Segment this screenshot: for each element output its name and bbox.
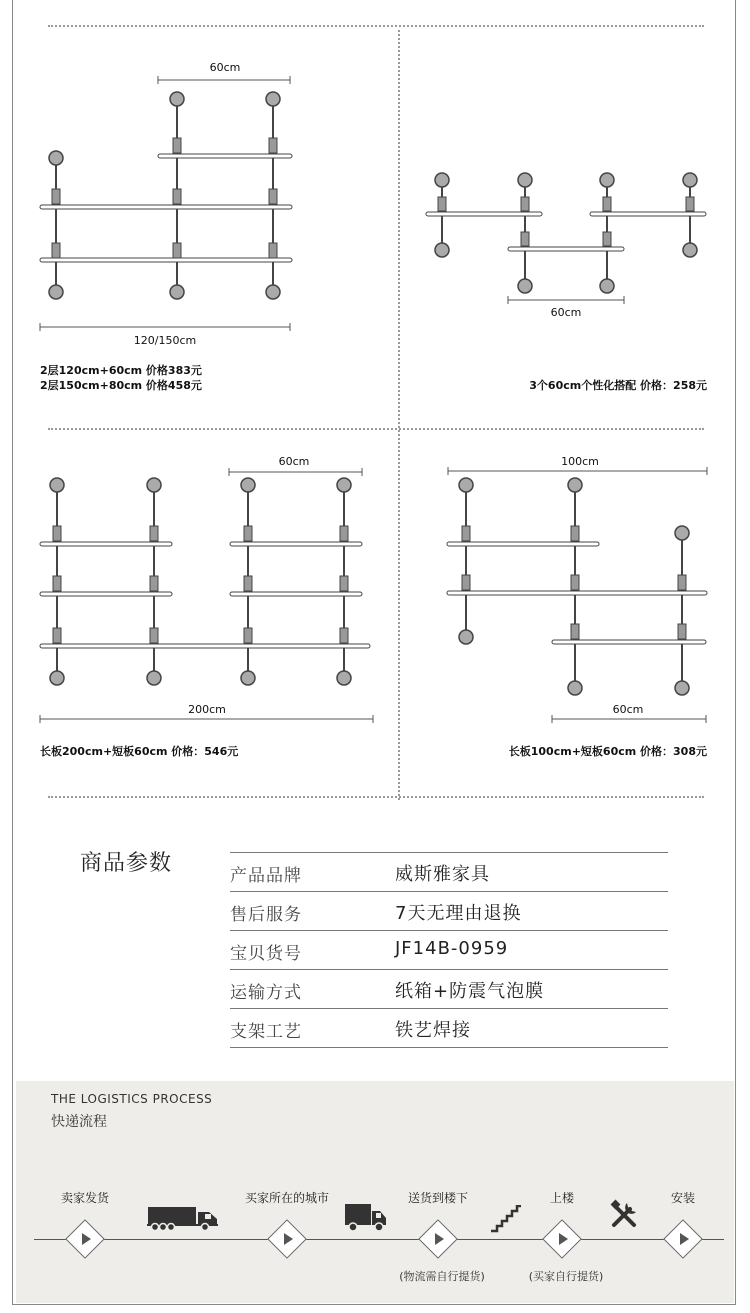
param-key: 支架工艺 [230,1022,302,1042]
params-row [230,931,668,970]
logistics-title-en: THE LOGISTICS PROCESS [51,1092,213,1106]
params-row [230,892,668,931]
params-row [230,970,668,1009]
play-icon [435,1233,444,1245]
price-caption-line2: 2层150cm+80cm 价格458元 [40,379,202,392]
param-key: 产品品牌 [230,866,302,886]
price-caption: 长板200cm+短板60cm 价格：546元 [40,745,239,758]
params-title: 商品参数 [80,851,173,876]
config-panel-1 [0,0,400,420]
param-key: 宝贝货号 [230,944,302,964]
dimension-top: 60cm [278,455,310,468]
config-panel-4 [400,430,740,800]
price-caption-line1: 2层120cm+60cm 价格383元 [40,364,202,377]
params-row [230,853,668,892]
dimension-top: 100cm [561,455,599,468]
step-label-delivered-downstairs: 送货到楼下 [407,1191,469,1205]
param-value: 7天无理由退换 [395,903,522,924]
price-caption: 长板100cm+短板60cm 价格：308元 [508,745,707,758]
params-row [230,1009,668,1048]
delivery-van-icon [344,1202,388,1232]
param-value: 威斯雅家具 [395,864,490,885]
params-table [230,852,668,1048]
play-icon [680,1233,689,1245]
logistics-section [16,1081,734,1303]
play-icon [284,1233,293,1245]
param-value: 铁艺焊接 [395,1020,471,1041]
config-panel-2 [400,0,740,420]
step-label-buyer-city: 买家所在的城市 [244,1191,330,1205]
note-carrier-pickup: (物流需自行提货) [399,1270,485,1283]
step-label-seller-ship: 卖家发货 [60,1191,110,1205]
param-value: 纸箱+防震气泡膜 [395,981,545,1002]
config-panel-3 [0,430,400,800]
logistics-title-cn: 快递流程 [51,1114,107,1130]
play-icon [82,1233,91,1245]
tools-icon [610,1199,640,1229]
dimension-bottom: 60cm [550,306,582,319]
dimension-top: 60cm [209,61,241,74]
stairs-icon [490,1205,522,1233]
shelf-diagram-2 [400,0,740,420]
dimension-bottom: 200cm [188,703,226,716]
process-line [34,1239,724,1240]
note-buyer-pickup: (买家自行提货) [528,1270,604,1283]
price-caption: 3个60cm个性化搭配 价格：258元 [529,379,707,392]
param-value: JF14B-0959 [395,938,509,959]
truck-icon [147,1204,219,1232]
param-key: 运输方式 [230,983,302,1003]
dimension-bottom: 60cm [612,703,644,716]
play-icon [559,1233,568,1245]
step-label-install: 安装 [670,1191,696,1205]
step-label-upstairs: 上楼 [549,1191,575,1205]
dimension-bottom: 120/150cm [133,334,197,347]
param-key: 售后服务 [230,905,302,925]
